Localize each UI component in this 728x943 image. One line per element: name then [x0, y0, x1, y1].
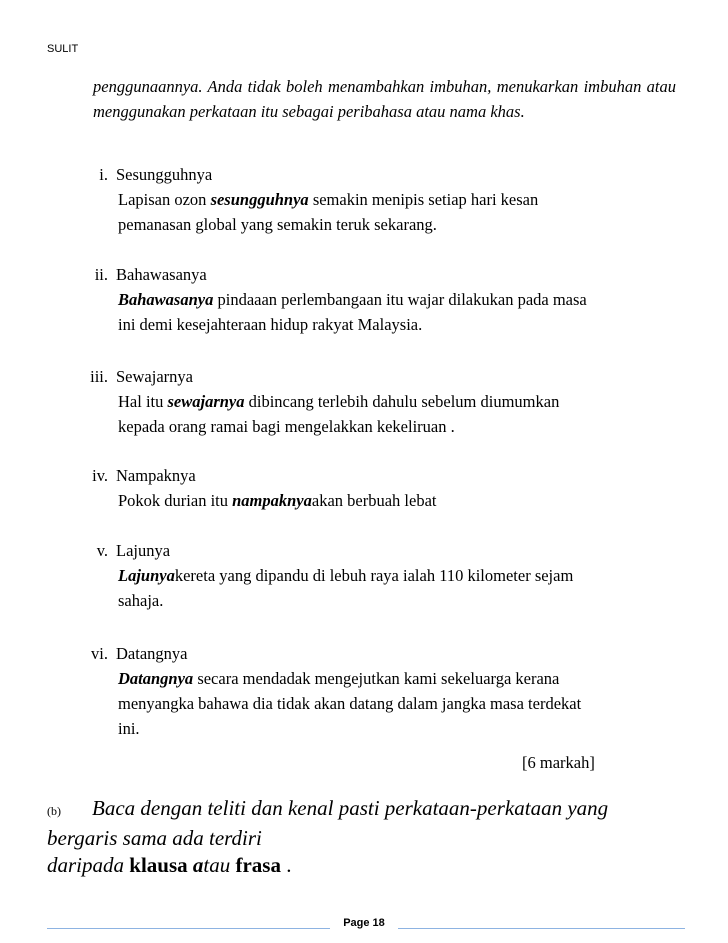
underlined-word: sesungguhnya [210, 190, 309, 209]
item-sentence-line: sahaja. [118, 591, 164, 610]
footer-divider-right [398, 928, 685, 929]
item-word: Nampaknya [116, 466, 196, 485]
part-b-label: (b) [47, 804, 61, 818]
item-body [116, 538, 676, 613]
header-label: SULIT [47, 43, 79, 55]
item-body [116, 262, 676, 337]
footer-divider-left [47, 928, 330, 929]
item-number: v. [96, 541, 108, 560]
page-number: Page 18 [343, 917, 385, 929]
item-body [116, 162, 676, 237]
item-word: Datangnya [116, 644, 188, 663]
item-number: i. [99, 165, 108, 184]
item-sentence-line: pemanasan global yang semakin teruk sekarang. [118, 215, 437, 234]
underlined-word: nampaknya [232, 491, 312, 510]
frasa-word: frasa [235, 853, 281, 877]
item-sentence-line: Lajunyakereta yang dipandu di lebuh raya ialah 110 kilometer sejam [118, 566, 574, 585]
item-sentence-line: Bahawasanya pindaaan perlembangaan itu wajar dilakukan pada masa [118, 290, 587, 309]
marks-label: [6 markah] [522, 753, 595, 772]
item-body [116, 641, 676, 741]
intro-line: imbuhan atau menggunakan perkataan itu sebagai peribahasa atau nama [93, 77, 676, 121]
item-word: Sewajarnya [116, 367, 193, 386]
item-word: Sesungguhnya [116, 165, 213, 184]
item-word: Bahawasanya [116, 265, 207, 284]
item-sentence-line: ini demi kesejahteraan hidup rakyat Malaysia. [118, 315, 423, 334]
underlined-word: Bahawasanya [118, 290, 214, 309]
item-number: vi. [91, 644, 108, 663]
item-body [116, 463, 676, 513]
klausa-word: klausa [129, 853, 193, 877]
item-number: iii. [90, 367, 108, 386]
underlined-word: Lajunya [118, 566, 175, 585]
item-number: ii. [94, 265, 108, 284]
part-b-line: (b) Baca dengan teliti dan kenal pasti perkataan-perkataan yang [47, 795, 687, 825]
item-sentence-line: Datangnya secara mendadak mengejutkan kami sekeluarga kerana [118, 669, 560, 688]
item-sentence-line: Hal itu sewajarnya dibincang terlebih dahulu sebelum diumumkan [118, 392, 560, 411]
item-sentence-line: Lapisan ozon sesungguhnya semakin menipis setiap hari kesan [118, 190, 539, 209]
intro-line: khas. [490, 102, 525, 121]
intro-line: penggunaannya. Anda tidak boleh menambahkan imbuhan, menukarkan [93, 77, 579, 96]
item-body [116, 364, 676, 439]
part-b-question [47, 795, 687, 879]
item-sentence-line: kepada orang ramai bagi mengelakkan kekeliruan . [118, 417, 455, 436]
item-sentence-line: Pokok durian itu nampaknyaakan berbuah lebat [118, 491, 437, 510]
part-b-line: daripada klausa atau frasa . [47, 853, 292, 877]
underlined-word: Datangnya [118, 669, 194, 688]
item-number: iv. [92, 466, 108, 485]
underlined-word: sewajarnya [167, 392, 245, 411]
item-sentence-line: menyangka bahawa dia tidak akan datang dalam jangka masa terdekat [118, 694, 582, 713]
part-b-line: bergaris sama ada terdiri [47, 826, 262, 850]
item-sentence-line: ini. [118, 719, 140, 738]
intro-paragraph [93, 74, 676, 124]
item-word: Lajunya [116, 541, 171, 560]
